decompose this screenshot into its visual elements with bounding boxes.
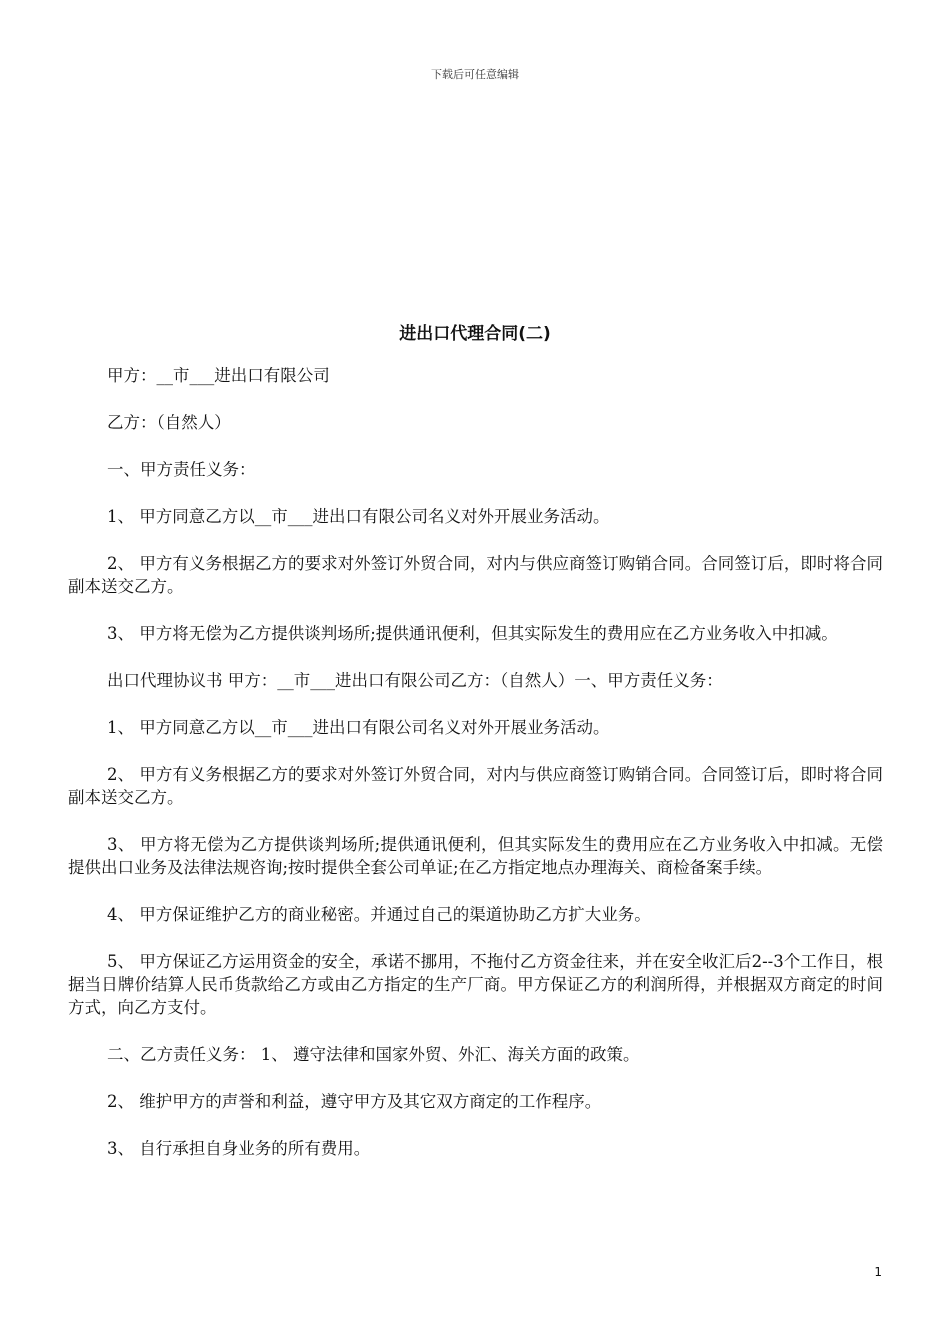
clause-paragraph: 3、 甲方将无偿为乙方提供谈判场所;提供通讯便利，但其实际发生的费用应在乙方业务收入中扣减。 — [107, 624, 838, 643]
document-body — [68, 364, 883, 1184]
party-a-line: 甲方：__市___进出口有限公司 — [107, 366, 330, 385]
clause-paragraph: 1、 甲方同意乙方以__市___进出口有限公司名义对外开展业务活动。 — [107, 507, 610, 526]
clause-paragraph: 3、 自行承担自身业务的所有费用。 — [107, 1139, 371, 1158]
section-heading: 一、甲方责任义务： — [107, 460, 256, 479]
document-title: 进出口代理合同(二) — [399, 324, 551, 344]
clause-paragraph: 2、 维护甲方的声誉和利益，遵守甲方及其它双方商定的工作程序。 — [107, 1092, 602, 1111]
party-b-line: 乙方：（自然人） — [107, 413, 231, 432]
agreement-intro-paragraph: 出口代理协议书 甲方：__市___进出口有限公司乙方：（自然人）一、甲方责任义务： — [107, 671, 723, 690]
section-paragraph: 二、乙方责任义务： 1、 遵守法律和国家外贸、外汇、海关方面的政策。 — [107, 1045, 640, 1064]
clause-paragraph: 2、 甲方有义务根据乙方的要求对外签订外贸合同，对内与供应商签订购销合同。合同签订后，即时将合同副本送交乙方。 — [68, 554, 883, 596]
clause-paragraph: 4、 甲方保证维护乙方的商业秘密。并通过自己的渠道协助乙方扩大业务。 — [107, 905, 651, 924]
clause-paragraph: 5、 甲方保证乙方运用资金的安全，承诺不挪用，不拖付乙方资金往来，并在安全收汇后2--3个工作日，根据当日牌价结算人民币货款给乙方或由乙方指定的生产厂商。甲方保证乙方的利润所得，并根据双方商定的时间方式，向乙方支付。 — [68, 952, 883, 1017]
clause-paragraph: 2、 甲方有义务根据乙方的要求对外签订外贸合同，对内与供应商签订购销合同。合同签订后，即时将合同副本送交乙方。 — [68, 765, 883, 807]
header-note: 下载后可任意编辑 — [431, 68, 519, 81]
clause-paragraph: 3、 甲方将无偿为乙方提供谈判场所;提供通讯便利，但其实际发生的费用应在乙方业务收入中扣减。无偿提供出口业务及法律法规咨询;按时提供全套公司单证;在乙方指定地点办理海关、商检备案手续。 — [68, 835, 883, 877]
page-number: 1 — [874, 1265, 882, 1279]
clause-paragraph: 1、 甲方同意乙方以__市___进出口有限公司名义对外开展业务活动。 — [107, 718, 610, 737]
